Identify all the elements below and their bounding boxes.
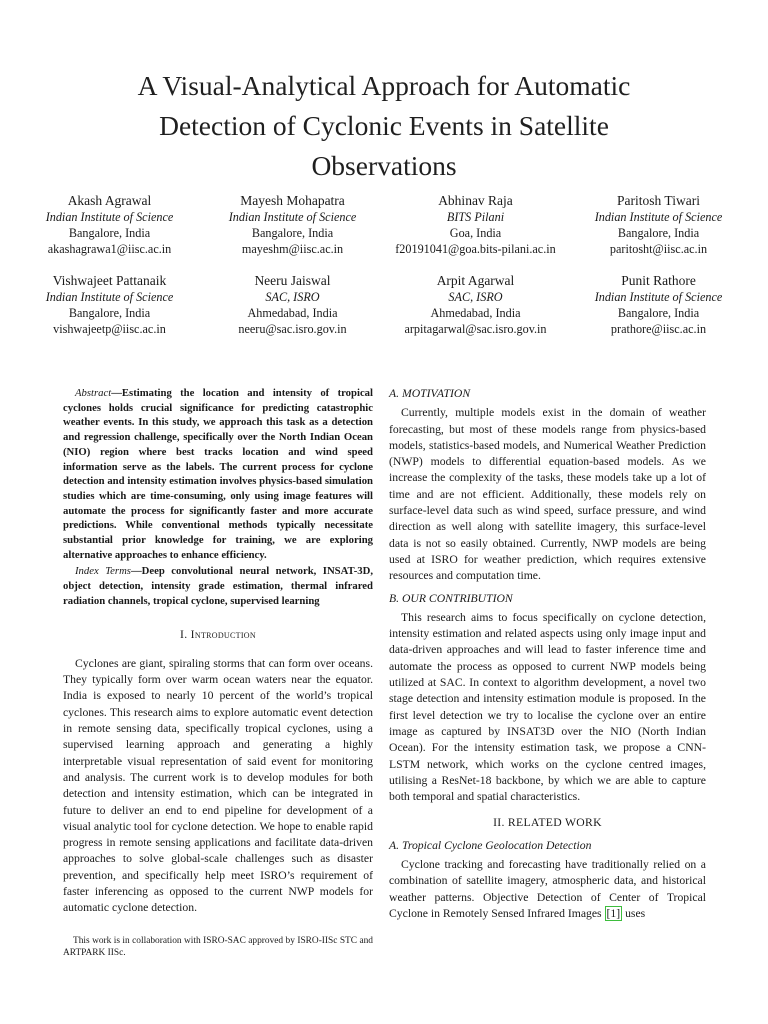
author-email: f20191041@goa.bits-pilani.ac.in xyxy=(395,242,556,256)
index-terms-dash: — xyxy=(130,565,142,578)
author-block xyxy=(203,192,383,257)
title-line-2: Detection of Cyclonic Events in Satellite xyxy=(159,110,609,141)
title-line-3: Observations xyxy=(311,150,457,181)
author-affiliation: SAC, ISRO xyxy=(448,290,503,304)
author-email: mayeshm@iisc.ac.in xyxy=(241,242,344,256)
author-name: Mayesh Mohapatra xyxy=(240,193,345,208)
author-name: Punit Rathore xyxy=(621,273,696,288)
abstract-label: Abstract xyxy=(75,387,112,399)
left-column xyxy=(63,386,373,968)
index-terms-label: Index Terms xyxy=(75,565,131,578)
motivation-heading: A. MOTIVATION xyxy=(389,387,471,400)
contribution-heading: B. OUR CONTRIBUTION xyxy=(389,591,513,605)
author-affiliation: BITS Pilani xyxy=(446,210,505,224)
index-terms xyxy=(63,564,373,608)
author-block xyxy=(386,272,566,337)
abstract xyxy=(63,386,373,562)
author-affiliation: Indian Institute of Science xyxy=(594,290,723,304)
authors-row-2 xyxy=(0,272,768,337)
author-block xyxy=(569,192,749,257)
related-work-subheading: A. Tropical Cyclone Geolocation Detection xyxy=(389,838,592,852)
author-name: Abhinav Raja xyxy=(438,193,513,208)
title-line-1: A Visual-Analytical Approach for Automatic xyxy=(137,70,631,101)
related-work-text xyxy=(389,857,706,922)
abstract-text: Estimating the location and intensity of tropical cyclones holds crucial significance for predicting catastrophic weather events. In this study, we approach this task as a detection and regression challenge, specifically over the North Indian Ocean (NIO) region where best tracks location and wind speed information serve as the labels. The current process for cyclone detection and intensity estimation involves physics-based simulation studies which are time-consuming, only using image features will automate the process for significantly faster and more accurate predictions. While conventional methods typically necessitate substantial prior knowledge for training, we are exploring alternative approaches to enhance efficiency. xyxy=(63,387,373,561)
related-work-text-end: uses xyxy=(622,906,646,920)
related-work-text-start: Cyclone tracking and forecasting have traditionally relied on a combination of satellite imagery, atmospheric data, and historical weather patterns. Objective Detection of Center of Tropical Cyclone in Remotely Sensed Infrared Images xyxy=(389,858,706,920)
author-name: Paritosh Tiwari xyxy=(617,193,700,208)
author-email: neeru@sac.isro.gov.in xyxy=(238,322,347,336)
author-affiliation: SAC, ISRO xyxy=(265,290,320,304)
author-name: Arpit Agarwal xyxy=(436,273,515,288)
author-location: Bangalore, India xyxy=(68,226,151,240)
contribution-text: This research aims to focus specifically on cyclone detection, intensity estimation and related aspects using only image input and data-driven approaches and will lead to faster inference time and automate the process as opposed to current NWP models being utilized at SAC. In context to algorithm development, a novel two stage detection and intensity estimation module is proposed. In the first level detection we try to localise the cyclone over an entire image as captured by INSAT3D over the NIO (North Indian Ocean). For the intensity estimation task, we propose a CNN-LSTM network, which works on the cyclone centred images, utilising a ResNet-18 backbone, by which we are able to capture both temporal and spatial characteristics. xyxy=(389,610,706,804)
author-location: Goa, India xyxy=(449,226,502,240)
author-location: Ahmedabad, India xyxy=(247,306,338,320)
author-name: Neeru Jaiswal xyxy=(254,273,331,288)
introduction-text: Cyclones are giant, spiraling storms that can form over oceans. They typically form over warm ocean waters near the equator. India is exposed to nearly 10 percent of the world’s tropical cyclones. This research aims to explore automatic event detection in remote sensing data, specifically tropical cyclones, using a supervised learning approach and generating a highly interpretable visual representation of said event for monitoring and analysis. The current work is to develop modules for both detection and intensity estimation, which can be integrated in future to deliver an end to end pipeline for development of a visual analytic tool for cyclone detection. We hope to enable rapid progress in remote sensing applications and facilitate data-driven approaches to solve global-scale challenges such as disaster prevention, and specifically help meet ISRO’s requirement of faster inferencing as opposed to the current NWP models for automatic cyclone detection. xyxy=(63,656,373,915)
authors-row-1 xyxy=(0,192,768,257)
right-column xyxy=(389,386,706,922)
related-work-heading: II. RELATED WORK xyxy=(493,816,602,830)
paper-title xyxy=(60,66,708,186)
footnote: This work is in collaboration with ISRO-SAC approved by ISRO-IISc STC and ARTPARK IISc. xyxy=(63,935,373,958)
author-affiliation: Indian Institute of Science xyxy=(45,210,174,224)
author-block xyxy=(386,192,566,257)
author-name: Akash Agrawal xyxy=(67,193,152,208)
author-block xyxy=(569,272,749,337)
author-location: Ahmedabad, India xyxy=(430,306,521,320)
author-email: paritosht@iisc.ac.in xyxy=(609,242,708,256)
author-block xyxy=(20,272,200,337)
author-location: Bangalore, India xyxy=(617,226,700,240)
author-affiliation: Indian Institute of Science xyxy=(228,210,357,224)
author-location: Bangalore, India xyxy=(251,226,334,240)
index-terms-text: Deep convolutional neural network, INSAT-3D, object detection, intensity grade estimation, thermal infrared radiation channels, tropical cyclone, supervised learning xyxy=(63,565,373,607)
author-email: arpitagarwal@sac.isro.gov.in xyxy=(404,322,547,336)
author-name: Vishwajeet Pattanaik xyxy=(52,273,167,288)
abstract-dash: — xyxy=(111,387,122,399)
author-block xyxy=(20,192,200,257)
author-affiliation: Indian Institute of Science xyxy=(45,290,174,304)
citation-link[interactable]: [1] xyxy=(606,906,621,920)
author-affiliation: Indian Institute of Science xyxy=(594,210,723,224)
author-location: Bangalore, India xyxy=(68,306,151,320)
introduction-heading: I. Introduction xyxy=(180,627,256,641)
author-location: Bangalore, India xyxy=(617,306,700,320)
author-email: akashagrawa1@iisc.ac.in xyxy=(47,242,172,256)
author-email: vishwajeetp@iisc.ac.in xyxy=(53,322,166,336)
author-block xyxy=(203,272,383,337)
author-email: prathore@iisc.ac.in xyxy=(610,322,707,336)
motivation-text: Currently, multiple models exist in the domain of weather forecasting, but most of these models range from physics-based models, statistics-based models, and Numerical Weather Prediction (NWP) models to differential equation-based models. As we increase the complexity of the tasks, these models take up a lot of time and are not efficient. Additionally, these models rely on surface-level data such as wind speed, surface pressure, and wind direction as well along with satellite imagery, this surface-level data is not so easily obtained. Currently, NWP models are being used at ISRO for weather prediction, which requires extensive resources and computation time. xyxy=(389,406,706,583)
